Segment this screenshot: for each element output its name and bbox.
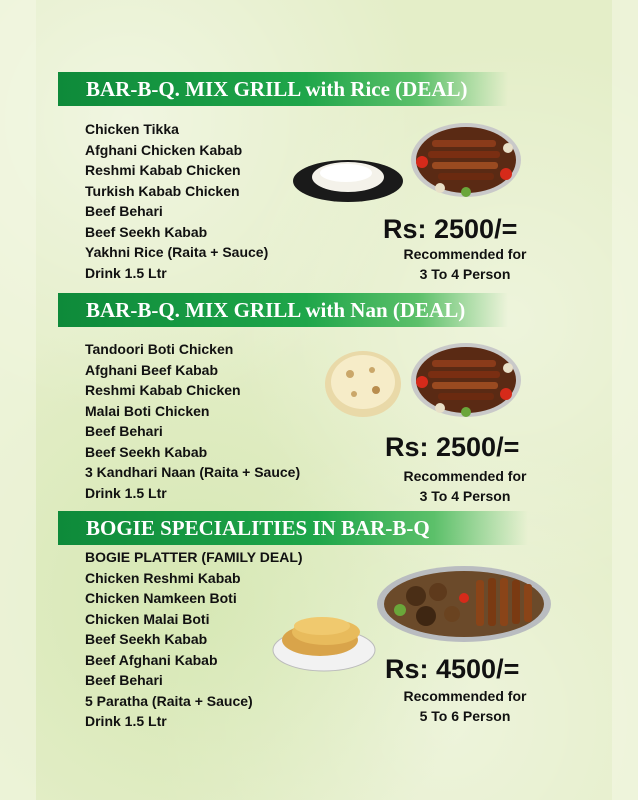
- section-1-price: Rs: 2500/=: [383, 214, 518, 244]
- list-item: Afghani Chicken Kabab: [85, 141, 243, 158]
- list-item: 5 Paratha (Raita + Sauce): [85, 692, 253, 709]
- section-2-title: BAR-B-Q. MIX GRILL with Nan (DEAL): [58, 293, 508, 327]
- list-item: 3 Kandhari Naan (Raita + Sauce): [85, 464, 301, 480]
- list-item: Beef Seekh Kabab: [85, 631, 208, 647]
- section-1-item-list: [85, 119, 268, 283]
- right-edge-strip: [612, 0, 638, 800]
- recommended-label: Recommended for: [403, 468, 527, 484]
- list-item: Chicken Tikka: [85, 121, 179, 137]
- section-2-price: Rs: 2500/=: [385, 432, 520, 462]
- list-item: Beef Afghani Kabab: [85, 651, 218, 668]
- list-item: Beef Behari: [85, 672, 163, 688]
- list-item: Chicken Reshmi Kabab: [85, 569, 241, 586]
- list-item: Drink 1.5 Ltr: [85, 484, 167, 501]
- recommended-persons: 5 To 6 Person: [419, 708, 511, 724]
- list-item: Turkish Kabab Chicken: [85, 182, 240, 199]
- list-item: Chicken Malai Boti: [85, 610, 210, 627]
- section-1-title: BAR-B-Q. MIX GRILL with Rice (DEAL): [58, 72, 508, 106]
- list-item: Tandoori Boti Chicken: [85, 341, 234, 357]
- list-item: Drink 1.5 Ltr: [85, 713, 167, 729]
- list-item: Reshmi Kabab Chicken: [85, 162, 241, 178]
- family-platter-icon: [376, 562, 552, 644]
- list-item: Malai Boti Chicken: [85, 402, 210, 419]
- section-2-item-list: [85, 339, 300, 503]
- list-item: Drink 1.5 Ltr: [85, 264, 167, 281]
- recommended-persons: 3 To 4 Person: [419, 266, 511, 282]
- section-3-price: Rs: 4500/=: [385, 654, 520, 684]
- list-item: Beef Seekh Kabab: [85, 223, 208, 240]
- grill-platter-icon: [410, 118, 522, 198]
- list-item: Reshmi Kabab Chicken: [85, 382, 241, 398]
- list-item: Yakhni Rice (Raita + Sauce): [85, 244, 269, 260]
- list-item: Beef Behari: [85, 423, 163, 439]
- grill-platter-icon: [410, 338, 522, 418]
- section-3-title: BOGIE SPECIALITIES IN BAR-B-Q: [58, 511, 528, 545]
- list-item: Beef Behari: [85, 203, 163, 219]
- list-item: Afghani Beef Kabab: [85, 361, 219, 378]
- recommended-label: Recommended for: [403, 688, 527, 704]
- section-2-recommendation: [375, 466, 555, 506]
- section-1-recommendation: [375, 244, 555, 284]
- naan-icon: [324, 350, 402, 418]
- list-item: Chicken Namkeen Boti: [85, 590, 237, 606]
- list-item: BOGIE PLATTER (FAMILY DEAL): [85, 549, 303, 565]
- paratha-icon: [272, 610, 376, 672]
- list-item: Beef Seekh Kabab: [85, 443, 208, 460]
- recommended-label: Recommended for: [403, 246, 527, 262]
- section-3-item-list: [85, 547, 303, 732]
- section-3-recommendation: [375, 686, 555, 726]
- left-edge-strip: [0, 0, 36, 800]
- rice-plate-icon: [292, 155, 404, 203]
- recommended-persons: 3 To 4 Person: [419, 488, 511, 504]
